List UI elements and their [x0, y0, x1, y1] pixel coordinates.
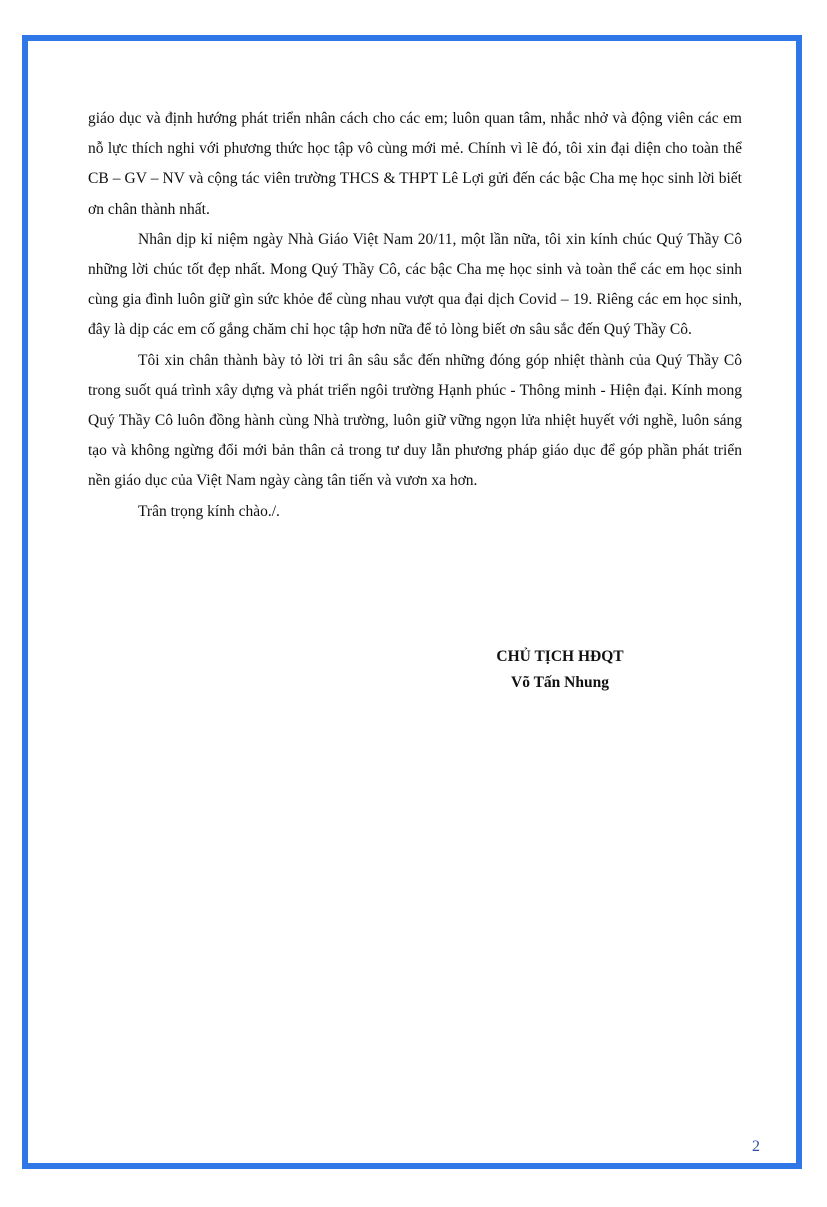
signature-title: CHỦ TỊCH HĐQT: [496, 648, 624, 665]
paragraph-closing: Trân trọng kính chào./.: [138, 502, 280, 520]
paragraph-gratitude: Tôi xin chân thành bày tỏ lời tri ân sâu sắc đến những đóng góp nhiệt thành của Quý Thầy Cô trong suốt quá trình xây dựng và phát triển ngôi trường Hạnh phúc - Thông minh - Hiện đại. Kính mong Quý Thầy Cô luôn đồng hành cùng Nhà trường, luôn giữ vững ngọn lửa nhiệt huyết với nghề, luôn sáng tạo và không ngừng đổi mới bản thân cả trong tư duy lẫn phương pháp giáo dục để góp phần phát triển nền giáo dục của Việt Nam ngày càng tân tiến và vươn xa hơn.: [88, 351, 742, 490]
paragraph-continuation: giáo dục và định hướng phát triển nhân cách cho các em; luôn quan tâm, nhắc nhở và động viên các em nỗ lực thích nghi với phương thức học tập vô cùng mới mẻ. Chính vì lẽ đó, tôi xin đại diện cho toàn thể CB – GV – NV và cộng tác viên trường THCS & THPT Lê Lợi gửi đến các bậc Cha mẹ học sinh lời biết ơn chân thành nhất.: [88, 110, 742, 218]
paragraph-wishes: Nhân dịp kỉ niệm ngày Nhà Giáo Việt Nam 20/11, một lần nữa, tôi xin kính chúc Quý Thầy Cô những lời chúc tốt đẹp nhất. Mong Quý Thầy Cô, các bậc Cha mẹ học sinh và toàn thể các em học sinh cùng gia đình luôn giữ gìn sức khỏe để cùng nhau vượt qua đại dịch Covid – 19. Riêng các em học sinh, đây là dịp các em cố gắng chăm chỉ học tập hơn nữa để tỏ lòng biết ơn sâu sắc đến Quý Thầy Cô.: [88, 230, 742, 339]
signature-block: [470, 644, 650, 696]
signature-name: Võ Tấn Nhung: [511, 674, 609, 691]
letter-body: [88, 104, 742, 527]
page-number: 2: [752, 1138, 760, 1155]
